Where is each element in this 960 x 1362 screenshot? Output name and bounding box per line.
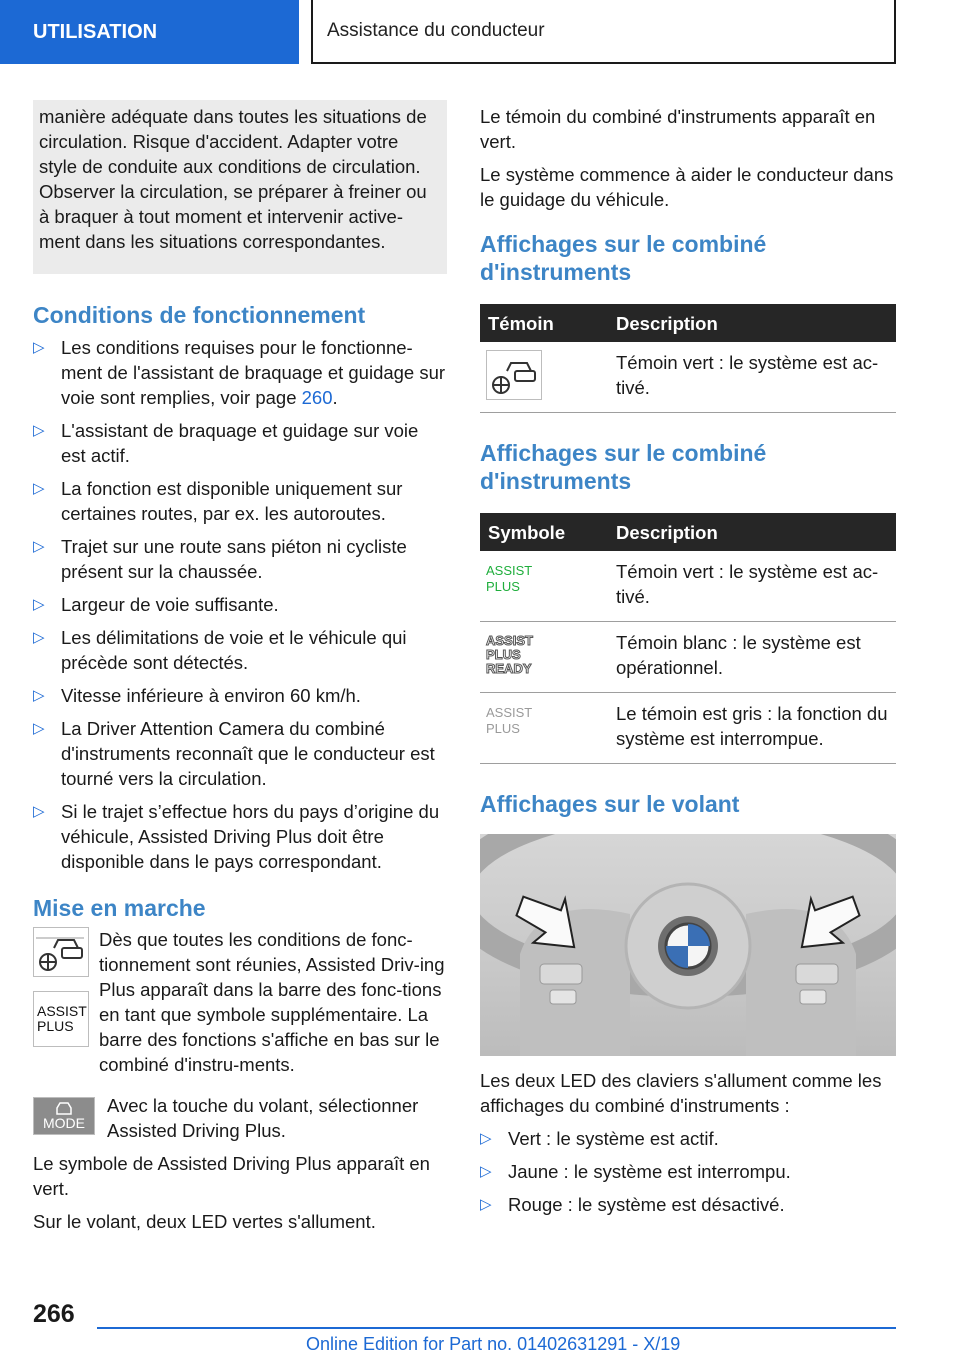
edition-text: Online Edition for Part no. 01402631291 - X/19: [306, 1334, 681, 1354]
mise-heading: Mise en marche: [33, 895, 206, 921]
list-item: ▷ Si le trajet s’effectue hors du pays d’origine du véhicule, Assisted Driving Plus doit être disponible dans le pays correspondant.: [33, 799, 447, 874]
steering-wheel-image: [480, 834, 896, 1056]
table-row: ASSIST PLUS READY Témoin blanc : le système est opérationnel.: [480, 622, 896, 693]
left-column: [33, 100, 447, 1242]
heading-steering-wheel: Affichages sur le volant: [480, 791, 740, 817]
conditions-heading: Conditions de fonctionnement: [33, 302, 366, 328]
table-header: Symbole: [480, 513, 604, 551]
list-item: ▷ Vitesse inférieure à environ 60 km/h.: [33, 683, 447, 708]
lane-assist-icon: [486, 350, 542, 400]
paragraph: Le témoin du combiné d'instruments apparaît en vert.: [480, 106, 876, 152]
heading-instruments-1: Affichages sur le combiné d'instruments: [480, 231, 767, 285]
list-item: ▷ Rouge : le système est désactivé.: [480, 1192, 896, 1217]
assist-plus-green-icon: ASSIST PLUS: [486, 563, 533, 594]
page-number: 266: [33, 1300, 75, 1328]
paragraph: Les deux LED des claviers s'allument comme les affichages du combiné d'instruments :: [480, 1070, 882, 1116]
indicator-table: [480, 304, 896, 413]
mode-button-icon: MODE: [33, 1097, 95, 1135]
assist-plus-grey-icon: ASSIST PLUS: [486, 705, 533, 736]
assist-plus-icon: ASSIST PLUS: [33, 991, 89, 1047]
list-item: ▷ Vert : le système est actif.: [480, 1126, 896, 1151]
list-item: ▷ Trajet sur une route sans piéton ni cycliste présent sur la chaussée.: [33, 534, 447, 584]
page-link[interactable]: 260: [301, 387, 333, 408]
list-item: ▷ La Driver Attention Camera du combiné d'instruments reconnaît que le conducteur est tourné vers la circulation.: [33, 716, 447, 791]
paragraph: Le symbole de Assisted Driving Plus apparaît en vert.: [33, 1153, 430, 1199]
list-item: ▷ La fonction est disponible uniquement sur certaines routes, par ex. les autoroutes.: [33, 476, 447, 526]
paragraph: Sur le volant, deux LED vertes s'allument.: [33, 1211, 376, 1232]
table-row: ASSIST PLUS Le témoin est gris : la fonction du système est interrompue.: [480, 693, 896, 764]
footer-divider: [97, 1327, 896, 1329]
paragraph: Le système commence à aider le conducteur dans le guidage du véhicule.: [480, 164, 894, 210]
list-item: ▷ Les conditions requises pour le fonctionne-ment de l'assistant de braquage et guidage sur voie sont remplies, voir page 260.: [33, 335, 447, 410]
mise-icons: [33, 927, 89, 1061]
list-item: ▷ L'assistant de braquage et guidage sur voie est actif.: [33, 418, 447, 468]
lane-assist-icon: [33, 927, 89, 977]
chapter-title: Assistance du conducteur: [327, 20, 545, 41]
table-header: Témoin: [480, 304, 604, 342]
table-header: Description: [604, 513, 896, 551]
mise-text: Dès que toutes les conditions de fonc-tionnement sont réunies, Assisted Driv-ing Plus apparaît dans la barre des fonc-tions en tant que symbole supplémentaire. La barre des fonctions s'affiche en bas sur le combiné d'instru-ments.: [99, 929, 445, 1075]
table-row: Témoin vert : le système est ac-tivé.: [480, 342, 896, 413]
conditions-list: [33, 335, 447, 874]
warning-box: [33, 100, 447, 274]
symbol-table: [480, 513, 896, 764]
mise-block: [33, 927, 447, 1077]
section-title: UTILISATION: [33, 20, 158, 43]
list-item: ▷ Largeur de voie suffisante.: [33, 592, 447, 617]
table-row: ASSIST PLUS Témoin vert : le système est ac-tivé.: [480, 551, 896, 622]
led-list: [480, 1126, 896, 1217]
mode-row: [33, 1093, 447, 1143]
right-column: [480, 104, 896, 1225]
list-item: ▷ Jaune : le système est interrompu.: [480, 1159, 896, 1184]
chapter-tab: [311, 0, 896, 64]
assist-plus-ready-icon: ASSIST PLUS READY: [486, 633, 533, 676]
section-tab: [0, 0, 299, 64]
mode-text: Avec la touche du volant, sélectionner Assisted Driving Plus.: [107, 1095, 419, 1141]
list-item: ▷ Les délimitations de voie et le véhicule qui précède sont détectés.: [33, 625, 447, 675]
heading-instruments-2: Affichages sur le combiné d'instruments: [480, 440, 767, 494]
table-header: Description: [604, 304, 896, 342]
warning-text: manière adéquate dans toutes les situations de circulation. Risque d'accident. Adapter votre style de conduite aux conditions de circulation. Observer la circulation, se préparer à freiner ou à braquer à tout moment et intervenir active-ment dans les situations correspondantes.: [39, 106, 427, 252]
